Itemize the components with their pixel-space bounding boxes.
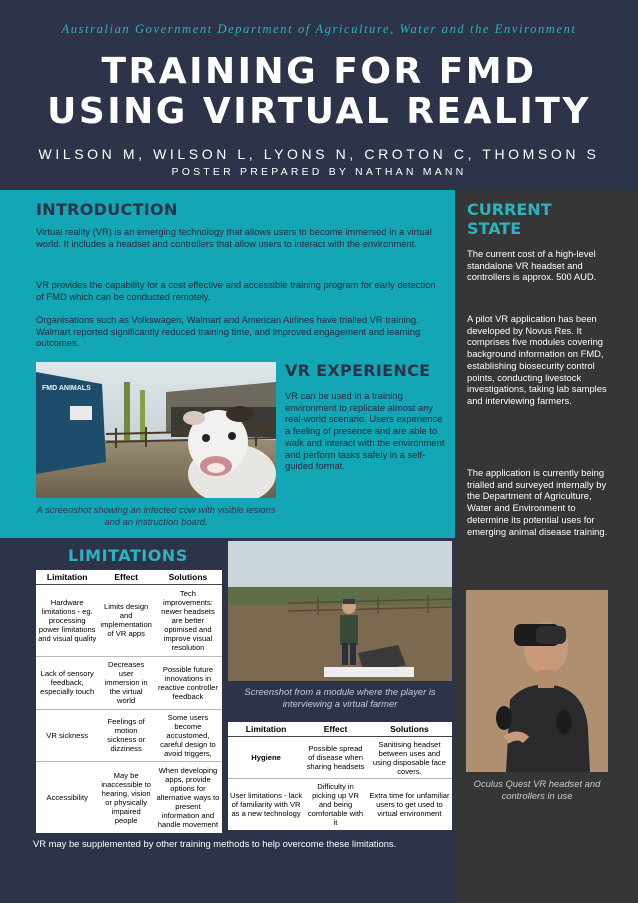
table-cell: Possible future innovations in reactive controller feedback [154, 656, 222, 709]
col-effect: Effect [98, 570, 153, 585]
table-row [228, 737, 452, 779]
table-row [36, 762, 222, 833]
col-solutions: Solutions [367, 722, 452, 737]
table-cell: Some users become accustomed, careful design to avoid triggers, [154, 709, 222, 762]
col-effect: Effect [304, 722, 367, 737]
poster-title [0, 52, 638, 132]
headset-caption: Oculus Quest VR headset and controllers in use [473, 778, 601, 801]
col-limitation: Limitation [36, 570, 98, 585]
table-cell: Sanitising headset between uses and using disposable face covers. [372, 739, 446, 776]
farmer-caption: Screenshot from a module where the player is interviewing a virtual farmer [244, 686, 436, 709]
infected-cow-screenshot [36, 362, 276, 498]
table-cell: Possible spread of disease when sharing headsets [306, 744, 365, 772]
col-limitation: Limitation [228, 722, 304, 737]
current-state-heading [467, 200, 552, 238]
board-text: FMD ANIMALS [42, 385, 91, 392]
table-cell: Accessibility [36, 762, 98, 833]
department-name: Australian Government Department of Agriculture, Water and the Environment [61, 22, 577, 36]
table-row [36, 585, 222, 657]
table-row [36, 656, 222, 709]
virtual-farmer-screenshot [228, 541, 452, 681]
table-row [228, 779, 452, 830]
title-line-2: USING VIRTUAL REALITY [47, 91, 591, 132]
table-cell: User limitations - lack of familiarity with VR as a new technology [228, 779, 304, 830]
current-state-heading-line2: STATE [467, 219, 522, 238]
limitations-heading: LIMITATIONS [68, 546, 188, 565]
table-cell: Feelings of motion sickness or dizziness [98, 709, 153, 762]
table-cell: Lack of sensory feedback, especially touch [36, 656, 98, 709]
limitations-table-2 [228, 722, 452, 830]
current-state-p2: A pilot VR application has been developed by Novus Res. It comprises five modules covering background information on FMD, establishing biosecurity control points, conducting livestock investigations, taking lab samples and interviewing farmers. [467, 313, 607, 406]
table-cell: VR sickness [36, 709, 98, 762]
table-cell: Difficulty in picking up VR and being comfortable with it [304, 779, 367, 830]
table-cell: Decreases user immersion in the virtual world [98, 656, 153, 709]
current-state-heading-line1: CURRENT [467, 200, 552, 219]
limitations-table [36, 570, 222, 833]
table-cell: Tech improvements: newer headsets are better optimised and improve visual resolution [161, 588, 215, 652]
table-cell: Hygiene [251, 753, 281, 763]
current-state-p3: The application is currently being trialled and surveyed internally by the Department of Agriculture, Water and Environment to determine its potential uses for emerging animal disease training. [467, 467, 608, 537]
introduction-heading: INTRODUCTION [36, 200, 178, 219]
table-cell: Hardware limitations - eg. processing power limitations and visual quality [38, 597, 97, 643]
limitations-footer: VR may be supplemented by other training methods to help overcome these limitations. [33, 838, 397, 849]
vr-experience-heading: VR EXPERIENCE [285, 361, 431, 380]
title-line-1: TRAINING FOR FMD [101, 51, 537, 92]
current-state-p1: The current cost of a high-level standalone VR headset and controllers is approx. 500 AUD. [467, 248, 597, 283]
prepared-by: POSTER PREPARED BY NATHAN MANN [171, 166, 467, 178]
vr-experience-body: VR can be used in a training environment to replicate almost any real-world scenario. Users experience a feeling of presence and are able to walk and interact with the environment and perform tasks safely in a self-guided format. [285, 390, 445, 472]
col-solutions: Solutions [154, 570, 222, 585]
cow-caption: A screenshot showing an infected cow with visible lesions and an instruction board. [36, 504, 276, 527]
table-cell: When developing apps, provide options for alternative ways to present information and handle movement [154, 762, 222, 833]
authors: WILSON M, WILSON L, LYONS N, CROTON C, THOMSON S [38, 146, 600, 162]
oculus-headset-photo [466, 590, 608, 772]
introduction-p2: VR provides the capability for a cost effective and accessible training program for early detection of FMD which can be conducted remotely. [36, 279, 436, 302]
introduction-p3: Organisations such as Volkswagen, Walmart and American Airlines have trialled VR training. Walmart reported significantly reduced training time, and improved engagement and learning outcomes. [36, 314, 421, 349]
table-row [36, 709, 222, 762]
table-cell: May be inaccessible to hearing, vision or physically impaired people [98, 762, 153, 833]
introduction-p1: Virtual reality (VR) is an emerging technology that allows users to become immersed in a virtual world. It includes a headset and controllers that allow users to interact with the environment. [36, 226, 432, 249]
table-cell: Limits design and implementation of VR apps [100, 602, 152, 639]
table-cell: Extra time for unfamiliar users to get used to virtual environment [367, 779, 452, 830]
